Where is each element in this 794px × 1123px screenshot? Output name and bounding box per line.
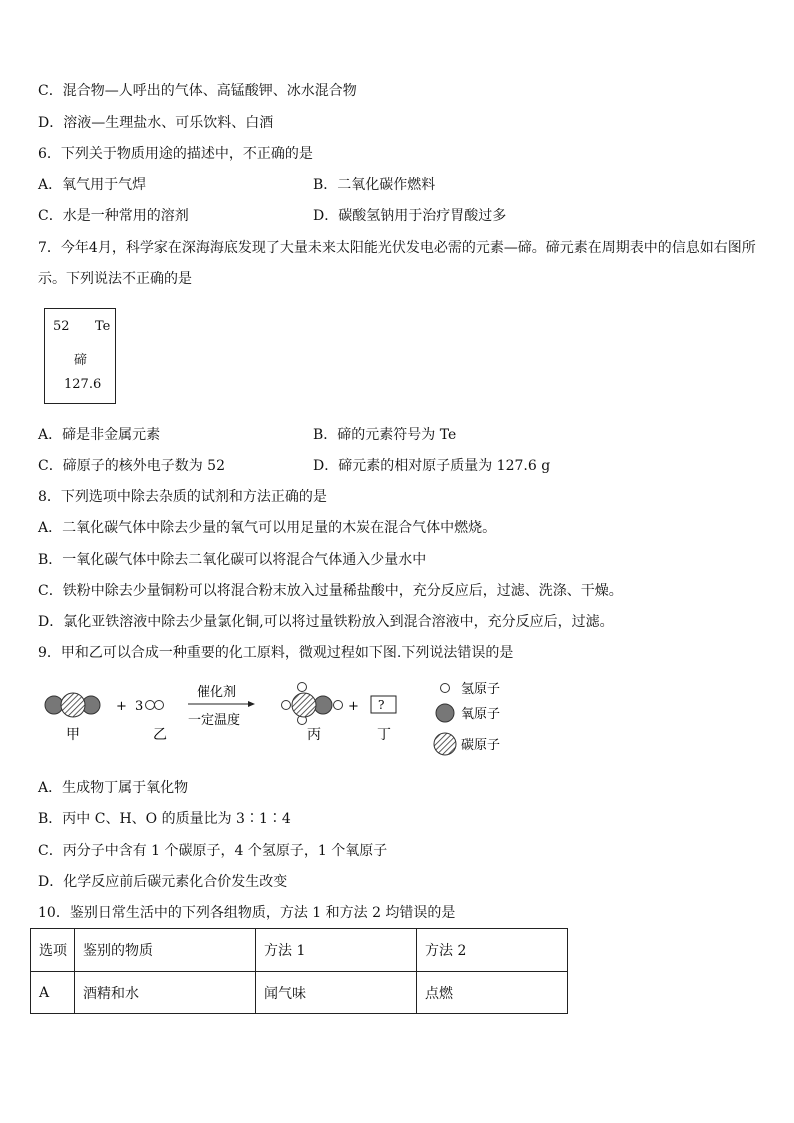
plus-sign-2: + xyxy=(348,699,359,714)
q7-stem-line1: 7．今年4月，科学家在深海海底发现了大量未来太阳能光伏发电必需的元素—碲。碲元素在周期表中的信息如右图所 xyxy=(38,240,756,256)
label-bing: 丙 xyxy=(307,727,321,743)
table-cell: 闻气味 xyxy=(256,972,417,1014)
coefficient-yi: 3 xyxy=(135,699,144,714)
q6-option-a: A．氧气用于气焊 xyxy=(38,177,147,193)
label-ding: 丁 xyxy=(377,727,391,743)
legend-hydrogen-icon xyxy=(441,684,450,693)
tellurium-element-card xyxy=(44,308,116,404)
unknown-product-mark: ? xyxy=(378,698,385,712)
reaction-diagram xyxy=(38,672,538,764)
molecule-jia xyxy=(45,693,100,717)
plus-sign-1: + xyxy=(116,699,127,714)
q8-option-d: D．氯化亚铁溶液中除去少量氯化铜,可以将过量铁粉放入到混合溶液中，充分反应后，过滤。 xyxy=(38,614,614,630)
table-row xyxy=(31,972,568,1014)
table-cell: 点燃 xyxy=(417,972,568,1014)
q8-option-c: C．铁粉中除去少量铜粉可以将混合粉末放入过量稀盐酸中，充分反应后，过滤、洗涤、干燥。 xyxy=(38,583,623,599)
q9-option-a: A．生成物丁属于氧化物 xyxy=(38,780,189,796)
catalyst-label: 催化剂 xyxy=(197,685,237,700)
q6-option-b: B．二氧化碳作燃料 xyxy=(313,177,436,193)
q5-option-c: C．混合物—人呼出的气体、高锰酸钾、冰水混合物 xyxy=(38,83,357,99)
condition-label: 一定温度 xyxy=(188,713,241,728)
q5-option-d: D．溶液—生理盐水、可乐饮料、白酒 xyxy=(38,115,274,131)
q7-option-d: D．碲元素的相对原子质量为 127.6 g xyxy=(313,458,551,474)
legend-oxygen-icon xyxy=(436,704,454,722)
q6-stem: 6．下列关于物质用途的描述中，不正确的是 xyxy=(38,146,313,162)
element-name: 碲 xyxy=(74,353,88,368)
table-cell: 酒精和水 xyxy=(75,972,256,1014)
q7-option-b: B．碲的元素符号为 Te xyxy=(313,427,457,443)
table-header-cell: 方法 1 xyxy=(256,929,417,972)
atomic-number: 52 xyxy=(53,319,70,334)
legend-hydrogen-label: 氢原子 xyxy=(461,682,501,697)
q6-option-d: D．碳酸氢钠用于治疗胃酸过多 xyxy=(313,208,507,224)
element-symbol: Te xyxy=(95,319,111,334)
label-jia: 甲 xyxy=(66,727,80,743)
q9-option-d: D．化学反应前后碳元素化合价发生改变 xyxy=(38,874,288,890)
label-yi: 乙 xyxy=(153,727,167,743)
atomic-mass: 127.6 xyxy=(64,377,102,392)
table-cell: A xyxy=(31,972,75,1014)
table-header-cell: 方法 2 xyxy=(417,929,568,972)
legend-carbon-label: 碳原子 xyxy=(461,738,501,753)
legend-oxygen-label: 氧原子 xyxy=(461,707,501,722)
molecule-bing xyxy=(282,683,343,725)
table-header-cell: 选项 xyxy=(31,929,75,972)
q10-table xyxy=(30,928,568,1014)
q8-option-a: A．二氧化碳气体中除去少量的氧气可以用足量的木炭在混合气体中燃烧。 xyxy=(38,520,497,536)
q8-stem: 8．下列选项中除去杂质的试剂和方法正确的是 xyxy=(38,489,327,505)
molecule-yi xyxy=(146,701,164,710)
table-header-row xyxy=(31,929,568,972)
q7-option-a: A．碲是非金属元素 xyxy=(38,427,161,443)
reaction-arrow xyxy=(188,701,255,707)
q7-option-c: C．碲原子的核外电子数为 52 xyxy=(38,458,225,474)
q9-option-b: B．丙中 C、H、O 的质量比为 3∶1∶4 xyxy=(38,811,291,827)
legend-carbon-icon xyxy=(434,733,456,755)
q8-option-b: B．一氧化碳气体中除去二氧化碳可以将混合气体通入少量水中 xyxy=(38,552,427,568)
table-header-cell: 鉴别的物质 xyxy=(75,929,256,972)
q6-option-c: C．水是一种常用的溶剂 xyxy=(38,208,189,224)
q9-option-c: C．丙分子中含有 1 个碳原子，4 个氢原子，1 个氧原子 xyxy=(38,843,388,859)
q10-stem: 10．鉴别日常生活中的下列各组物质，方法 1 和方法 2 均错误的是 xyxy=(38,905,456,921)
legend xyxy=(434,682,500,755)
q9-stem: 9．甲和乙可以合成一种重要的化工原料，微观过程如下图.下列说法错误的是 xyxy=(38,645,514,661)
q7-stem-line2: 示。下列说法不正确的是 xyxy=(38,271,192,287)
